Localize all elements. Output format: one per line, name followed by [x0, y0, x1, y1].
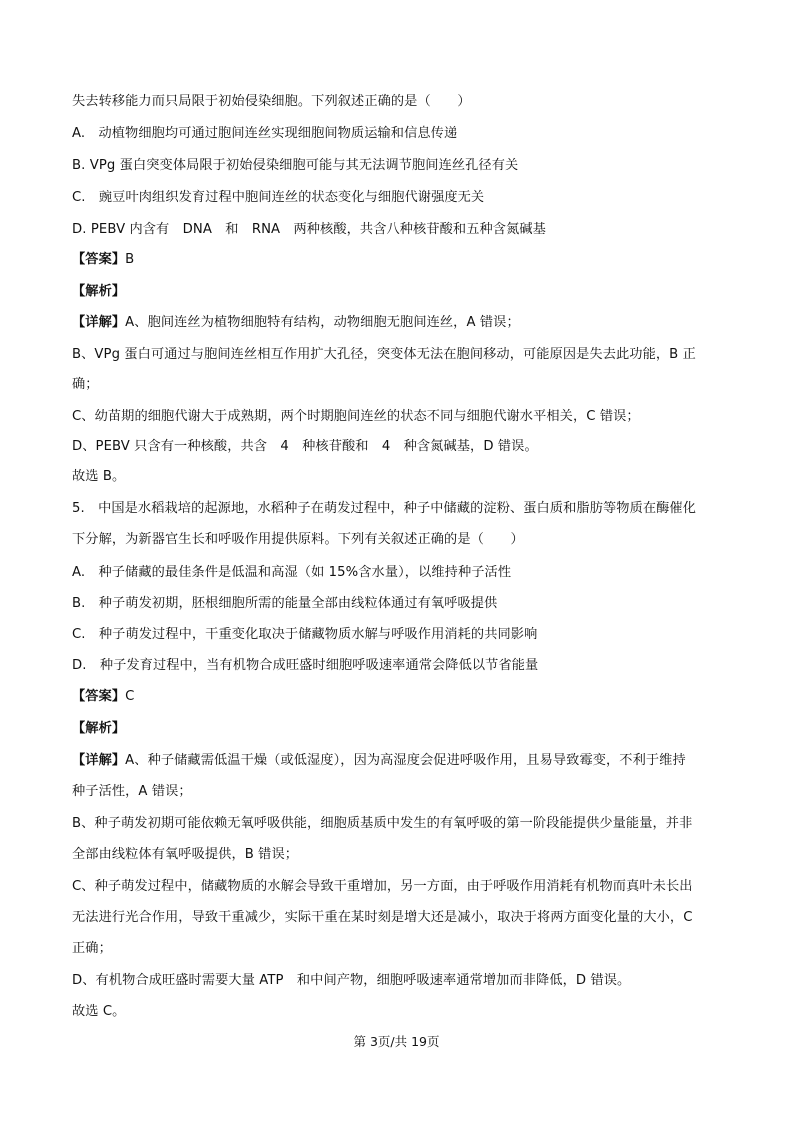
answer-value: C	[125, 689, 135, 704]
q4-analysis-label: 【解析】	[72, 284, 126, 299]
page-number-footer: 第 3页/共 19页	[353, 1034, 440, 1049]
q4-answer	[72, 250, 733, 270]
q5-detail-line: 种子活性，A 错误；	[72, 784, 192, 799]
detail-text: A、胞间连丝为植物细胞特有结构，动物细胞无胞间连丝，A 错误；	[125, 315, 520, 330]
q5-detail-line: 全部由线粒体有氧呼吸提供，B 错误；	[72, 847, 299, 862]
q5-analysis-label: 【解析】	[72, 721, 126, 736]
q5-detail-line: C、种子萌发过程中，储藏物质的水解会导致干重增加，另一方面，由于呼吸作用消耗有机物而真叶未长出	[72, 879, 693, 894]
q4-detail-line: 确；	[72, 377, 99, 392]
question-4-stem-tail: 失去转移能力而只局限于初始侵染细胞。下列叙述正确的是（ ）	[72, 94, 471, 109]
q5-detail-line: B、种子萌发初期可能依赖无氧呼吸供能，细胞质基质中发生的有氧呼吸的第一阶段能提供少量能量，并非	[72, 816, 693, 831]
q5-conclusion: 故选 C。	[72, 1004, 126, 1019]
answer-value: B	[125, 252, 135, 267]
q5-option-a: A. 种子储藏的最佳条件是低温和高湿（如 15%含水量），以维持种子活性	[72, 565, 512, 580]
question-5-stem-line: 下分解，为新器官生长和呼吸作用提供原料。下列有关叙述正确的是（ ）	[72, 532, 524, 547]
question-5-stem-line: 5. 中国是水稻栽培的起源地，水稻种子在萌发过程中，种子中储藏的淀粉、蛋白质和脂肪等物质在酶催化	[72, 501, 697, 516]
q5-answer	[72, 687, 733, 707]
q4-detail-line: D、PEBV 只含有一种核酸，共含 4 种核苷酸和 4 种含氮碱基，D 错误。	[72, 439, 538, 454]
q4-detail-line: B、VPg 蛋白可通过与胞间连丝相互作用扩大孔径，突变体无法在胞间移动，可能原因是失去此功能，B 正	[72, 347, 696, 362]
q5-option-c: C. 种子萌发过程中，干重变化取决于储藏物质水解与呼吸作用消耗的共同影响	[72, 627, 538, 642]
detail-label: 【详解】	[72, 753, 126, 768]
answer-label: 【答案】	[72, 252, 126, 267]
q4-conclusion: 故选 B。	[72, 469, 126, 484]
q4-option-a: A. 动植物细胞均可通过胞间连丝实现细胞间物质运输和信息传递	[72, 126, 458, 141]
detail-label: 【详解】	[72, 315, 126, 330]
q4-option-d: D. PEBV 内含有 DNA 和 RNA 两种核酸，共含八种核苷酸和五种含氮碱基	[72, 222, 546, 237]
q4-detail-line	[72, 313, 733, 333]
q5-option-b: B. 种子萌发初期，胚根细胞所需的能量全部由线粒体通过有氧呼吸提供	[72, 596, 498, 611]
q5-detail-line	[72, 751, 733, 771]
q5-detail-line: 正确；	[72, 941, 112, 956]
q5-detail-line: D、有机物合成旺盛时需要大量 ATP 和中间产物，细胞呼吸速率通常增加而非降低，D 错误。	[72, 973, 631, 988]
detail-text: A、种子储藏需低温干燥（或低湿度），因为高湿度会促进呼吸作用，且易导致霉变，不利于维持	[125, 753, 686, 768]
q5-option-d: D. 种子发育过程中，当有机物合成旺盛时细胞呼吸速率通常会降低以节省能量	[72, 658, 539, 673]
q4-detail-line: C、幼苗期的细胞代谢大于成熟期，两个时期胞间连丝的状态不同与细胞代谢水平相关，C 错误；	[72, 409, 640, 424]
q4-option-c: C. 豌豆叶肉组织发育过程中胞间连丝的状态变化与细胞代谢强度无关	[72, 190, 485, 205]
q4-option-b: B. VPg 蛋白突变体局限于初始侵染细胞可能与其无法调节胞间连丝孔径有关	[72, 158, 519, 173]
q5-detail-line: 无法进行光合作用，导致干重减少，实际干重在某时刻是增大还是减小，取决于将两方面变化量的大小，C	[72, 910, 693, 925]
answer-label: 【答案】	[72, 689, 126, 704]
